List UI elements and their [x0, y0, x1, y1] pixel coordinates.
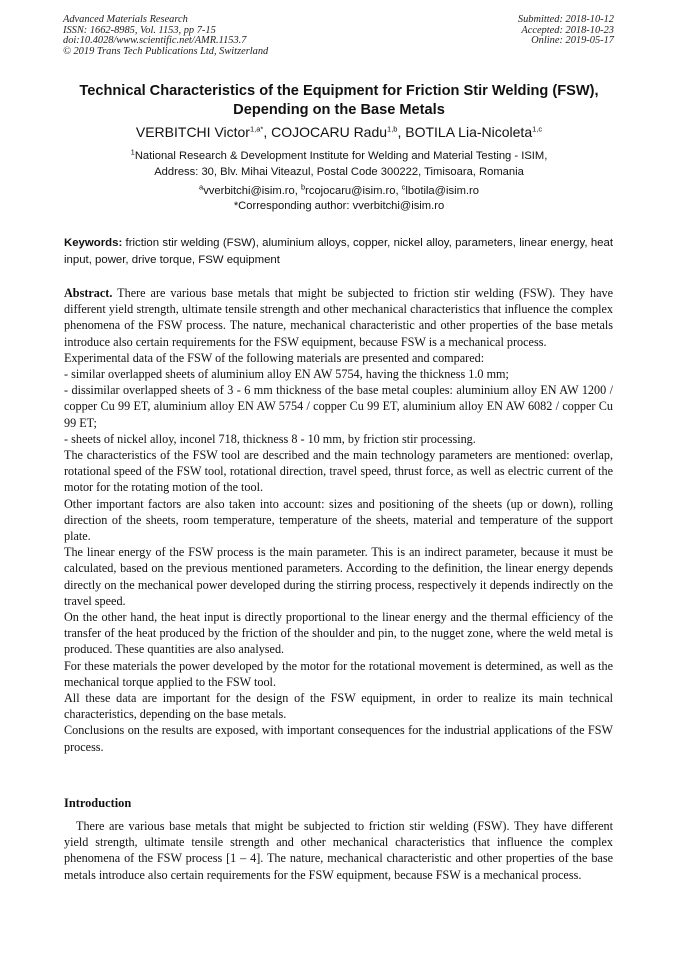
abstract-label: Abstract. [64, 286, 113, 300]
author-affiliation-mark: 1,c [532, 124, 543, 134]
paper-title: Technical Characteristics of the Equipment for Friction Stir Welding (FSW), Depending on the Base Metals [79, 83, 599, 118]
abstract-paragraph: - similar overlapped sheets of aluminium alloy EN AW 5754, having the thickness 1.0 mm; [64, 367, 509, 382]
abstract-paragraph: On the other hand, the heat input is directly proportional to the linear energy and the thermal efficiency of the transfer of the heat produced by the friction of the shoulder and pin, to the nugget zone, where the weld metal is produced. These quantities are also analysed. [64, 610, 613, 657]
abstract-paragraph: The linear energy of the FSW process is the main parameter. This is an indirect parameter, because it must be calculated, based on the previous mentioned parameters. According to the definition, the linear energy depends directly on the mechanical power developed during the stirring process, respectively it depends indirectly on the travel speed. [64, 545, 613, 608]
author-separator: , [263, 124, 272, 140]
author-name: BOTILA Lia-Nicoleta [405, 124, 533, 140]
abstract-paragraph: The characteristics of the FSW tool are described and the main technology parameters are mentioned: overlap, rotational speed of the FSW tool, rotational direction, travel speed, thrust force, as well as electric current of the motor for the rotating motion of the tool. [64, 448, 613, 495]
online-date: Online: 2019-05-17 [531, 35, 614, 47]
affiliation-line-2: Address: 30, Blv. Mihai Viteazul, Postal Code 300222, Timisoara, Romania [154, 165, 524, 178]
submission-dates [518, 15, 614, 47]
abstract [64, 285, 613, 755]
email-mark: a [199, 182, 204, 192]
abstract-paragraph: - dissimilar overlapped sheets of 3 - 6 mm thickness of the base metal couples: aluminium alloy EN AW 1200 / copper Cu 99 ET, aluminium alloy EN AW 5754 / copper Cu 99 ET, aluminium alloy EN AW 6082 / copper Cu 99 ET; [64, 383, 613, 430]
author-affiliation-mark: 1,a* [249, 124, 264, 134]
email-c[interactable]: lbotila@isim.ro [405, 185, 479, 197]
affiliation-line-1 [30, 149, 648, 165]
journal-issn: ISSN: 1662-8985, Vol. 1153, pp 7-15 [63, 24, 216, 36]
journal-info [63, 15, 268, 57]
abstract-paragraph [64, 285, 613, 350]
author-affiliation-mark: 1,b [387, 124, 398, 134]
corresponding-author: *Corresponding author: vverbitchi@isim.ro [233, 199, 445, 212]
email-mark: c [401, 182, 406, 192]
email-a[interactable]: vverbitchi@isim.ro, [203, 185, 301, 197]
author-name: VERBITCHI Victor [135, 124, 250, 140]
affiliation-text: National Research & Development Institute for Welding and Material Testing - ISIM, [134, 150, 548, 162]
affiliation [30, 149, 648, 181]
keywords-label: Keywords: [64, 237, 123, 249]
journal-name: Advanced Materials Research [63, 14, 188, 25]
accepted-date: Accepted: 2018-10-23 [521, 24, 614, 36]
abstract-paragraph: Other important factors are also taken into account: sizes and positioning of the sheets (up or down), rolling direction of the sheets, room temperature, temperature of the sheets, material and temperature of the support plate. [64, 496, 613, 544]
author-list [30, 123, 648, 141]
email-line [30, 184, 648, 199]
section-heading: Introduction [64, 796, 132, 810]
keywords-text: friction stir welding (FSW), aluminium alloys, copper, nickel alloy, parameters, linear energy, heat input, power, drive torque, FSW equipment [64, 237, 613, 266]
abstract-paragraph: Conclusions on the results are exposed, with important consequences for the industrial applications of the FSW process. [64, 723, 613, 754]
author-separator: , [397, 124, 406, 140]
submitted-date: Submitted: 2018-10-12 [517, 14, 614, 25]
affiliation-mark: 1 [130, 147, 135, 157]
contact-emails [30, 184, 648, 213]
keywords [64, 235, 613, 269]
abstract-text: There are various base metals that might be subjected to friction stir welding (FSW). They have different yield strength, ultimate tensile strength and other mechanical characteristics that influence the complex phenomena of the FSW process. The nature, mechanical characteristic and other properties of the base metals introduce also certain requirements for the FSW equipment, because FSW is a mechanical process. [64, 286, 613, 349]
abstract-paragraph: Experimental data of the FSW of the following materials are presented and compared: [64, 350, 485, 365]
journal-copyright: © 2019 Trans Tech Publications Ltd, Switzerland [63, 45, 269, 57]
abstract-paragraph: All these data are important for the design of the FSW equipment, in order to realize its main technical characteristics, depending on the base metals. [64, 691, 613, 722]
introduction-paragraph: There are various base metals that might be subjected to friction stir welding (FSW). They have different yield strength, ultimate tensile strength and other mechanical characteristics that influence the complex phenomena of the FSW process [1 – 4]. The nature, mechanical characteristic and other properties of the base metals introduce also certain requirements for the FSW equipment, because FSW is a mechanical process. [64, 819, 613, 882]
journal-doi: doi:10.4028/www.scientific.net/AMR.1153.7 [63, 35, 247, 47]
abstract-paragraph: For these materials the power developed by the motor for the rotational movement is determined, as well as the mechanical torque applied to the FSW tool. [64, 658, 613, 689]
email-b[interactable]: rcojocaru@isim.ro, [305, 185, 402, 197]
email-mark: b [300, 182, 306, 192]
author-name: COJOCARU Radu [271, 124, 388, 140]
abstract-paragraph: - sheets of nickel alloy, inconel 718, thickness 8 - 10 mm, by friction stir processing. [64, 431, 476, 446]
